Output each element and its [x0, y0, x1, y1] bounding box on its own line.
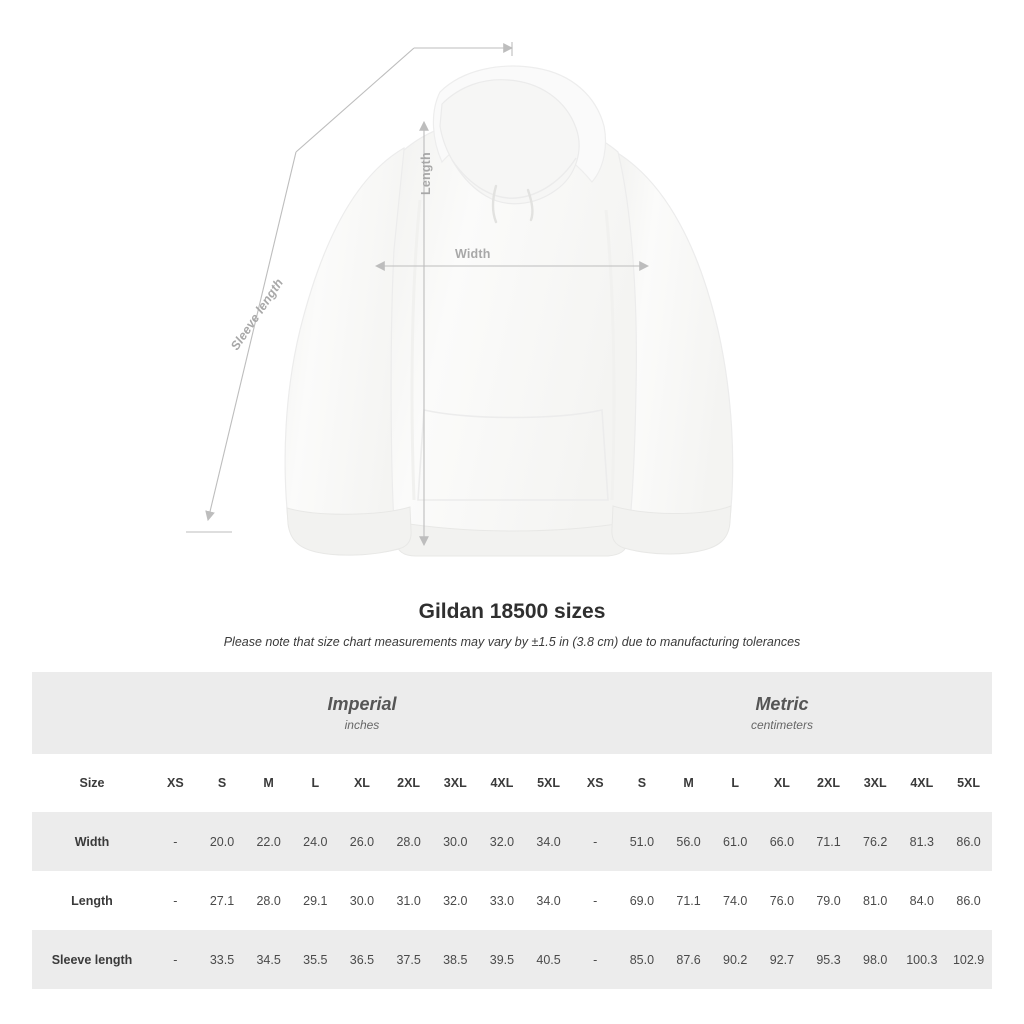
cell-length-imperial-m: 28.0 — [245, 871, 292, 930]
cell-length-imperial-xl: 30.0 — [339, 871, 386, 930]
cell-sleeve-imperial-xl: 36.5 — [339, 930, 386, 989]
cell-width-metric-m: 56.0 — [665, 812, 712, 871]
hoodie-shape — [285, 66, 733, 556]
cell-length-metric-4xl: 84.0 — [899, 871, 946, 930]
header-imperial-4xl: 4XL — [479, 754, 526, 812]
cell-sleeve-metric-2xl: 95.3 — [805, 930, 852, 989]
cell-length-imperial-xs: - — [152, 871, 199, 930]
header-metric-4xl: 4XL — [899, 754, 946, 812]
cell-sleeve-metric-4xl: 100.3 — [899, 930, 946, 989]
cell-width-metric-2xl: 71.1 — [805, 812, 852, 871]
cell-width-metric-4xl: 81.3 — [899, 812, 946, 871]
header-imperial-5xl: 5XL — [525, 754, 572, 812]
size-table — [32, 672, 992, 989]
header-imperial-s: S — [199, 754, 246, 812]
cell-width-imperial-s: 20.0 — [199, 812, 246, 871]
cell-length-metric-5xl: 86.0 — [945, 871, 992, 930]
header-metric-xl: XL — [759, 754, 806, 812]
row-label-width: Width — [32, 812, 152, 871]
cell-length-metric-m: 71.1 — [665, 871, 712, 930]
cell-width-metric-l: 61.0 — [712, 812, 759, 871]
group-spacer — [32, 672, 152, 754]
cell-sleeve-metric-l: 90.2 — [712, 930, 759, 989]
size-header-row — [32, 754, 992, 812]
header-size: Size — [32, 754, 152, 812]
cell-length-metric-3xl: 81.0 — [852, 871, 899, 930]
header-metric-xs: XS — [572, 754, 619, 812]
cell-sleeve-metric-s: 85.0 — [619, 930, 666, 989]
header-imperial-m: M — [245, 754, 292, 812]
cell-width-metric-3xl: 76.2 — [852, 812, 899, 871]
cell-sleeve-imperial-3xl: 38.5 — [432, 930, 479, 989]
unit-group-row — [32, 672, 992, 754]
cell-length-metric-s: 69.0 — [619, 871, 666, 930]
cell-width-metric-xl: 66.0 — [759, 812, 806, 871]
group-metric-title: Metric — [755, 694, 809, 715]
cell-sleeve-imperial-4xl: 39.5 — [479, 930, 526, 989]
table-row — [32, 930, 992, 989]
cell-sleeve-imperial-m: 34.5 — [245, 930, 292, 989]
table-row — [32, 871, 992, 930]
header-imperial-xl: XL — [339, 754, 386, 812]
sleeve-length-label: Sleeve length — [228, 276, 287, 353]
cell-length-imperial-l: 29.1 — [292, 871, 339, 930]
cell-sleeve-metric-m: 87.6 — [665, 930, 712, 989]
cell-width-metric-5xl: 86.0 — [945, 812, 992, 871]
width-label: Width — [455, 247, 491, 261]
cell-length-metric-xl: 76.0 — [759, 871, 806, 930]
sleeve-length-line — [208, 152, 296, 520]
page-subtitle: Please note that size chart measurements may vary by ±1.5 in (3.8 cm) due to manufacturing tolerances — [223, 635, 801, 649]
row-label-length: Length — [32, 871, 152, 930]
cell-width-metric-xs: - — [572, 812, 619, 871]
header-metric-2xl: 2XL — [805, 754, 852, 812]
cell-sleeve-imperial-l: 35.5 — [292, 930, 339, 989]
header-metric-3xl: 3XL — [852, 754, 899, 812]
cell-length-metric-2xl: 79.0 — [805, 871, 852, 930]
cell-length-metric-xs: - — [572, 871, 619, 930]
cell-sleeve-metric-xl: 92.7 — [759, 930, 806, 989]
cell-length-imperial-2xl: 31.0 — [385, 871, 432, 930]
cell-sleeve-imperial-xs: - — [152, 930, 199, 989]
header-imperial-3xl: 3XL — [432, 754, 479, 812]
cell-width-imperial-xs: - — [152, 812, 199, 871]
group-metric-unit: centimeters — [750, 717, 813, 732]
cell-width-imperial-xl: 26.0 — [339, 812, 386, 871]
cell-width-imperial-5xl: 34.0 — [525, 812, 572, 871]
group-imperial-title: Imperial — [327, 694, 397, 715]
cell-width-imperial-3xl: 30.0 — [432, 812, 479, 871]
header-metric-5xl: 5XL — [945, 754, 992, 812]
group-imperial-unit: inches — [344, 717, 380, 732]
cell-width-imperial-l: 24.0 — [292, 812, 339, 871]
cell-width-imperial-2xl: 28.0 — [385, 812, 432, 871]
cell-length-imperial-s: 27.1 — [199, 871, 246, 930]
header-metric-s: S — [619, 754, 666, 812]
cell-sleeve-imperial-s: 33.5 — [199, 930, 246, 989]
cell-sleeve-metric-xs: - — [572, 930, 619, 989]
group-metric — [572, 672, 992, 754]
cell-width-imperial-4xl: 32.0 — [479, 812, 526, 871]
cell-sleeve-imperial-5xl: 40.5 — [525, 930, 572, 989]
size-table-wrapper — [32, 672, 992, 989]
cell-length-imperial-3xl: 32.0 — [432, 871, 479, 930]
cell-sleeve-metric-3xl: 98.0 — [852, 930, 899, 989]
cell-width-metric-s: 51.0 — [619, 812, 666, 871]
cell-sleeve-metric-5xl: 102.9 — [945, 930, 992, 989]
header-metric-l: L — [712, 754, 759, 812]
cell-sleeve-imperial-2xl: 37.5 — [385, 930, 432, 989]
group-imperial — [152, 672, 572, 754]
cell-length-imperial-5xl: 34.0 — [525, 871, 572, 930]
row-label-sleeve-length: Sleeve length — [32, 930, 152, 989]
header-imperial-l: L — [292, 754, 339, 812]
cell-width-imperial-m: 22.0 — [245, 812, 292, 871]
cell-length-imperial-4xl: 33.0 — [479, 871, 526, 930]
header-imperial-2xl: 2XL — [385, 754, 432, 812]
header-metric-m: M — [665, 754, 712, 812]
table-row — [32, 812, 992, 871]
page-title: Gildan 18500 sizes — [418, 600, 606, 623]
header-imperial-xs: XS — [152, 754, 199, 812]
cell-length-metric-l: 74.0 — [712, 871, 759, 930]
length-label: Length — [419, 152, 433, 195]
